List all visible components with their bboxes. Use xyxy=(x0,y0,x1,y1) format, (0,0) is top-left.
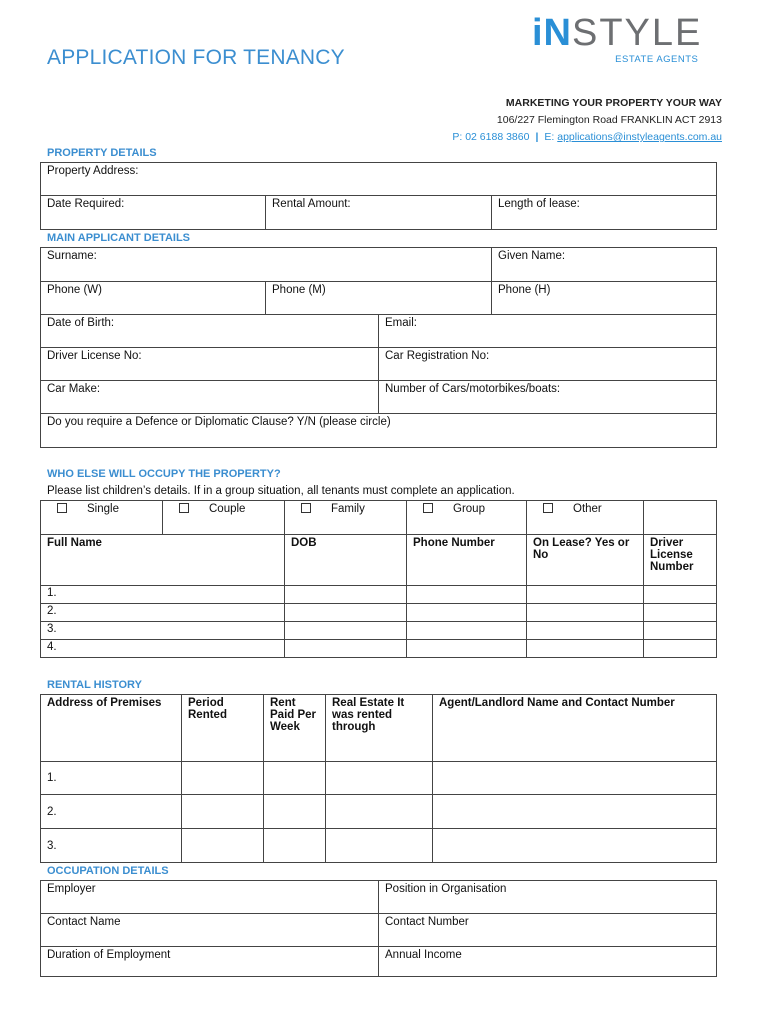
instyle-logo xyxy=(532,12,703,65)
occupant-license-cell[interactable] xyxy=(644,586,717,604)
table-row xyxy=(41,622,717,640)
occupants-heading: WHO ELSE WILL OCCUPY THE PROPERTY? xyxy=(47,468,281,480)
occupant-phone-cell[interactable] xyxy=(407,586,527,604)
date-required-label: Date Required: xyxy=(47,198,125,210)
table-row xyxy=(41,795,717,829)
col-full-name: Full Name xyxy=(41,535,285,586)
occupant-phone-cell[interactable] xyxy=(407,640,527,658)
col-phone-number: Phone Number xyxy=(407,535,527,586)
dob-label: Date of Birth: xyxy=(47,317,115,329)
family-checkbox[interactable] xyxy=(301,503,311,513)
occupant-type-family[interactable] xyxy=(285,501,407,535)
occupant-type-couple[interactable] xyxy=(163,501,285,535)
position-field[interactable] xyxy=(379,881,717,914)
occupant-lease-cell[interactable] xyxy=(527,586,644,604)
occupant-type-other[interactable] xyxy=(527,501,644,535)
phone-m-field[interactable] xyxy=(266,282,492,315)
contact-number-field[interactable] xyxy=(379,914,717,947)
phone-h-label: Phone (H) xyxy=(498,284,551,296)
num-vehicles-field[interactable] xyxy=(379,381,717,414)
history-period-cell[interactable] xyxy=(182,795,264,829)
property-address-label: Property Address: xyxy=(47,165,139,177)
contact-line xyxy=(452,131,722,143)
lease-length-field[interactable] xyxy=(492,196,717,230)
table-row xyxy=(41,640,717,658)
history-agency-cell[interactable] xyxy=(326,762,433,795)
date-required-field[interactable] xyxy=(41,196,266,230)
contact-name-label: Contact Name xyxy=(47,916,121,928)
driver-license-label: Driver License No: xyxy=(47,350,142,362)
history-period-cell[interactable] xyxy=(182,762,264,795)
history-contact-cell[interactable] xyxy=(433,829,717,863)
history-row-number[interactable]: 3. xyxy=(41,829,182,863)
col-real-estate: Real Estate It was rented through xyxy=(326,695,433,762)
occupant-row-number[interactable]: 2. xyxy=(41,604,285,622)
col-rent-per-week: Rent Paid Per Week xyxy=(264,695,326,762)
phone-w-label: Phone (W) xyxy=(47,284,102,296)
history-contact-cell[interactable] xyxy=(433,762,717,795)
car-make-field[interactable] xyxy=(41,381,379,414)
history-rent-cell[interactable] xyxy=(264,762,326,795)
car-make-label: Car Make: xyxy=(47,383,101,395)
occupant-dob-cell[interactable] xyxy=(285,604,407,622)
surname-field[interactable] xyxy=(41,248,492,282)
phone-w-field[interactable] xyxy=(41,282,266,315)
marketing-tagline: MARKETING YOUR PROPERTY YOUR WAY xyxy=(505,97,722,109)
agency-address: 106/227 Flemington Road FRANKLIN ACT 2913 xyxy=(496,114,722,126)
col-agent-landlord: Agent/Landlord Name and Contact Number xyxy=(433,695,717,762)
agency-email-link[interactable]: applications@instyleagents.com.au xyxy=(557,131,722,143)
history-agency-cell[interactable] xyxy=(326,829,433,863)
table-row xyxy=(41,586,717,604)
defence-clause-label: Do you require a Defence or Diplomatic Clause? Y/N (please circle) xyxy=(47,416,391,428)
col-dob: DOB xyxy=(285,535,407,586)
given-name-label: Given Name: xyxy=(498,250,566,262)
occupant-lease-cell[interactable] xyxy=(527,604,644,622)
position-label: Position in Organisation xyxy=(385,883,507,895)
group-label: Group xyxy=(453,503,485,515)
table-row xyxy=(41,829,717,863)
num-vehicles-label: Number of Cars/motorbikes/boats: xyxy=(385,383,561,395)
occupant-type-blank[interactable] xyxy=(644,501,717,535)
col-period-rented: Period Rented xyxy=(182,695,264,762)
couple-label: Couple xyxy=(209,503,246,515)
income-label: Annual Income xyxy=(385,949,462,961)
contact-separator: | xyxy=(535,131,539,143)
occupant-dob-cell[interactable] xyxy=(285,640,407,658)
car-registration-field[interactable] xyxy=(379,348,717,381)
occupant-row-number[interactable]: 4. xyxy=(41,640,285,658)
logo-subtitle: ESTATE AGENTS xyxy=(615,54,699,65)
occupant-dob-cell[interactable] xyxy=(285,586,407,604)
property-details-heading: PROPERTY DETAILS xyxy=(47,147,157,159)
occupant-license-cell[interactable] xyxy=(644,622,717,640)
occupant-row-number[interactable]: 1. xyxy=(41,586,285,604)
dob-field[interactable] xyxy=(41,315,379,348)
page-title: APPLICATION FOR TENANCY xyxy=(47,46,345,69)
duration-label: Duration of Employment xyxy=(47,949,171,961)
occupant-lease-cell[interactable] xyxy=(527,640,644,658)
phone-h-field[interactable] xyxy=(492,282,717,315)
email-field[interactable] xyxy=(379,315,717,348)
agency-phone: P: 02 6188 3860 xyxy=(452,131,530,143)
other-checkbox[interactable] xyxy=(543,503,553,513)
history-row-number[interactable]: 1. xyxy=(41,762,182,795)
surname-label: Surname: xyxy=(47,250,97,262)
occupation-heading: OCCUPATION DETAILS xyxy=(47,865,169,877)
group-checkbox[interactable] xyxy=(423,503,433,513)
history-rent-cell[interactable] xyxy=(264,795,326,829)
logo-in-text: iN xyxy=(532,12,572,54)
single-checkbox[interactable] xyxy=(57,503,67,513)
employer-field[interactable] xyxy=(41,881,379,914)
occupant-type-group[interactable] xyxy=(407,501,527,535)
col-driver-license: Driver License Number xyxy=(644,535,717,586)
history-rent-cell[interactable] xyxy=(264,829,326,863)
rental-amount-field[interactable] xyxy=(266,196,492,230)
table-row xyxy=(41,762,717,795)
occupant-phone-cell[interactable] xyxy=(407,604,527,622)
single-label: Single xyxy=(87,503,119,515)
duration-field[interactable] xyxy=(41,947,379,977)
contact-name-field[interactable] xyxy=(41,914,379,947)
history-row-number[interactable]: 2. xyxy=(41,795,182,829)
lease-length-label: Length of lease: xyxy=(498,198,580,210)
other-label: Other xyxy=(573,503,602,515)
occupant-type-single[interactable] xyxy=(41,501,163,535)
contact-number-label: Contact Number xyxy=(385,916,469,928)
occupant-license-cell[interactable] xyxy=(644,640,717,658)
logo-style-text: STYLE xyxy=(572,12,703,54)
occupant-type-table xyxy=(40,500,717,535)
email-prefix: E: xyxy=(544,131,555,143)
rental-amount-label: Rental Amount: xyxy=(272,198,351,210)
rental-history-table xyxy=(40,694,717,863)
occupant-lease-cell[interactable] xyxy=(527,622,644,640)
col-on-lease: On Lease? Yes or No xyxy=(527,535,644,586)
employer-label: Employer xyxy=(47,883,96,895)
rental-history-heading: RENTAL HISTORY xyxy=(47,679,142,691)
family-label: Family xyxy=(331,503,365,515)
defence-clause-field[interactable] xyxy=(41,414,717,448)
phone-m-label: Phone (M) xyxy=(272,284,326,296)
email-label: Email: xyxy=(385,317,417,329)
couple-checkbox[interactable] xyxy=(179,503,189,513)
property-address-field[interactable] xyxy=(41,163,717,196)
occupant-row-number[interactable]: 3. xyxy=(41,622,285,640)
history-contact-cell[interactable] xyxy=(433,795,717,829)
occupant-license-cell[interactable] xyxy=(644,604,717,622)
car-registration-label: Car Registration No: xyxy=(385,350,490,362)
main-applicant-heading: MAIN APPLICANT DETAILS xyxy=(47,232,190,244)
income-field[interactable] xyxy=(379,947,717,977)
occupants-table xyxy=(40,534,717,658)
given-name-field[interactable] xyxy=(492,248,717,282)
property-details-table xyxy=(40,162,717,230)
table-row xyxy=(41,604,717,622)
occupants-note: Please list children’s details. If in a group situation, all tenants must complete an application. xyxy=(47,485,515,497)
occupation-table xyxy=(40,880,717,977)
history-period-cell[interactable] xyxy=(182,829,264,863)
driver-license-field[interactable] xyxy=(41,348,379,381)
occupant-phone-cell[interactable] xyxy=(407,622,527,640)
history-agency-cell[interactable] xyxy=(326,795,433,829)
main-applicant-table xyxy=(40,247,717,448)
col-address-premises: Address of Premises xyxy=(41,695,182,762)
occupant-dob-cell[interactable] xyxy=(285,622,407,640)
